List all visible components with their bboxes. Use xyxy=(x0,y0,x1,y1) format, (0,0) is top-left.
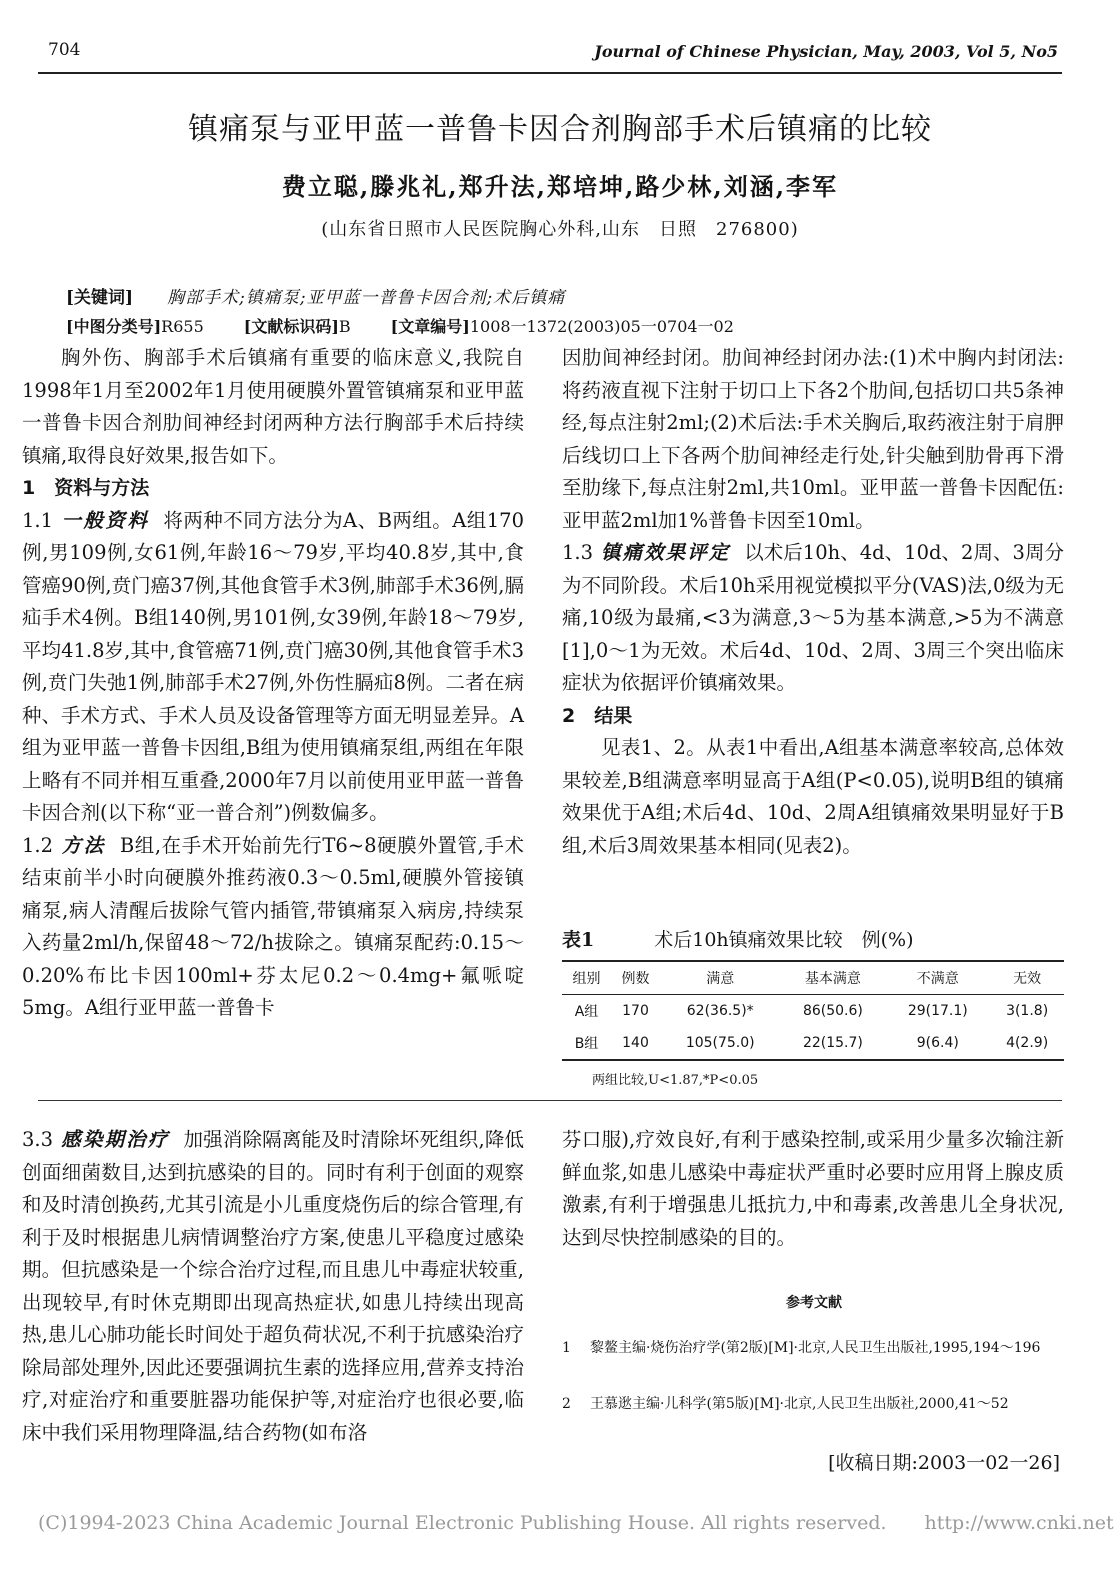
s33-continued: 芬口服),疗效良好,有利于感染控制,或采用少量多次输注新鲜血浆,如患儿感染中毒症状严重时必要时应用肾上腺皮质激素,有利于增强患儿抵抗力,中和毒素,改善患儿全身状况,达到尽快控制感染的目的。 xyxy=(562,1128,1064,1249)
col-header-cases: 例数 xyxy=(621,971,650,987)
clc-value: R655 xyxy=(161,317,204,336)
header-rule xyxy=(38,72,1062,74)
table-note: 两组比较,U<1.87,*P<0.05 xyxy=(592,1073,759,1088)
section-3-3 xyxy=(22,1124,524,1449)
table-1 xyxy=(562,925,1064,1088)
s13-number: 1.3 xyxy=(562,541,594,564)
table-cell: 170 xyxy=(622,1003,649,1019)
article-title: 镇痛泵与亚甲蓝一普鲁卡因合剂胸部手术后镇痛的比较 xyxy=(188,112,932,147)
table-cell: 22(15.7) xyxy=(802,1035,863,1051)
table-cell: 29(17.1) xyxy=(907,1003,968,1019)
table-row xyxy=(562,1027,1064,1060)
doc-code-label: [文献标识码] xyxy=(243,317,339,336)
table-caption-text: 术后10h镇痛效果比较 例(%) xyxy=(654,929,914,951)
s12-title: 方法 xyxy=(61,833,106,857)
classification-line xyxy=(66,314,734,337)
section2-heading: 2 结果 xyxy=(562,704,633,727)
reference-item xyxy=(562,1336,1062,1360)
doc-code-value: B xyxy=(338,317,351,336)
reference-number: 1 xyxy=(562,1340,571,1356)
table-header-row xyxy=(562,961,1064,995)
s12-text: B组,在手术开始前先行T6~8硬膜外置管,手术结束前半小时向硬膜外推药液0.3～0.5ml,硬膜外管接镇痛泵,病人清醒后拔除气管内插管,带镇痛泵入病房,持续泵入药量2ml/h,保留48～72/h拔除之。镇痛泵配药:0.15～0.20%布比卡因100ml+芬太尼0.2～0.4mg+氟哌啶5mg。A组行亚甲蓝一普鲁卡 xyxy=(22,833,524,1019)
col-header-group: 组别 xyxy=(572,971,601,987)
s11-number: 1.1 xyxy=(22,508,54,532)
keywords-label: [关键词] xyxy=(66,288,134,308)
table-cell: 140 xyxy=(622,1035,649,1051)
s33-title: 感染期治疗 xyxy=(61,1128,170,1151)
article-id-value: 1008一1372(2003)05一0704一02 xyxy=(469,317,734,336)
col-header-unsatisfied: 不满意 xyxy=(916,971,959,987)
page-number: 704 xyxy=(48,40,81,60)
lower-right-column xyxy=(562,1124,1064,1254)
table-cell: 3(1.8) xyxy=(1006,1003,1049,1019)
s11-text: 将两种不同方法分为A、B两组。A组170例,男109例,女61例,年龄16～79岁,平均40.8岁,其中,食管癌90例,贲门癌37例,其他食管手术3例,肺部手术36例,膈疝手术4例。B组140例,男101例,女39例,年龄18～79岁,平均41.8岁,其中,食管癌71例,贲门癌30例,其他食管手术3例,贲门失弛1例,肺部手术27例,外伤性膈疝8例。二者在病种、手术方式、手术人员及设备管理等方面无明显差异。A组为亚甲蓝一普鲁卡因组,B组为使用镇痛泵组,两组在年限上略有不同并相互重叠,2000年7月以前使用亚甲蓝一普鲁卡因合剂(以下称“亚一普合剂”)例数偏多。 xyxy=(22,508,524,824)
results-paragraph: 见表1、2。从表1中看出,A组基本满意率较高,总体效果较差,B组满意率明显高于A组(P<0.05),说明B组的镇痛效果优于A组;术后4d、10d、2周A组镇痛效果明显好于B组,术后3周效果基本相同(见表2)。 xyxy=(562,736,1064,857)
reference-text: 黎鳌主编·烧伤治疗学(第2版)[M]·北京,人民卫生出版社,1995,194～196 xyxy=(590,1340,1041,1356)
reference-number: 2 xyxy=(562,1396,571,1412)
reference-item xyxy=(562,1392,1062,1416)
running-head: Journal of Chinese Physician, May, 2003, Vol 5, No5 xyxy=(594,42,1058,61)
article-id-label: [文章编号] xyxy=(390,317,470,336)
col-header-ineffective: 无效 xyxy=(1013,971,1042,987)
table-cell: 86(50.6) xyxy=(802,1003,863,1019)
results-table xyxy=(562,960,1064,1061)
table-cell: B组 xyxy=(574,1036,599,1052)
article-affiliation: (山东省日照市人民医院胸心外科,山东 日照 276800) xyxy=(321,219,799,240)
col-header-satisfied: 满意 xyxy=(706,971,735,987)
s13-title: 镇痛效果评定 xyxy=(601,541,731,564)
references-title: 参考文献 xyxy=(786,1295,842,1311)
table-cell: A组 xyxy=(574,1004,599,1020)
copyright-footer: (C)1994-2023 China Academic Journal Electronic Publishing House. All rights reserved. http://www.cnki.net xyxy=(38,1512,1114,1534)
table-label: 表1 xyxy=(562,929,595,951)
table-cell: 62(36.5)* xyxy=(686,1003,754,1019)
section-1-1 xyxy=(22,505,524,830)
s13-text: 以术后10h、4d、10d、2周、3周分为不同阶段。术后10h采用视觉模拟平分(VAS)法,0级为无痛,10级为最痛,<3为满意,3～5为基本满意,>5为不满意[1],0～1为无效。术后4d、10d、2周、3周三个突出临床症状为依据评价镇痛效果。 xyxy=(562,541,1064,694)
received-date: [收稿日期:2003一02一26] xyxy=(828,1452,1060,1474)
table-cell: 105(75.0) xyxy=(685,1035,755,1051)
s12-continued: 因肋间神经封闭。肋间神经封闭办法:(1)术中胸内封闭法:将药液直视下注射于切口上下各2个肋间,包括切口共5条神经,每点注射2ml;(2)术后法:手术关胸后,取药液注射于肩胛后线切口上下各两个肋间神经走行处,针尖触到肋骨再下滑至肋缘下,每点注射2ml,共10ml。亚甲蓝一普鲁卡因配伍:亚甲蓝2ml加1%普鲁卡因至10ml。 xyxy=(562,346,1064,532)
table-caption xyxy=(562,925,1064,952)
keywords-value: 胸部手术;镇痛泵;亚甲蓝一普鲁卡因合剂;术后镇痛 xyxy=(167,288,566,308)
section-divider xyxy=(38,1100,1062,1101)
right-column xyxy=(562,342,1064,862)
table-cell: 4(2.9) xyxy=(1006,1035,1049,1051)
section-1-3 xyxy=(562,537,1064,700)
s33-number: 3.3 xyxy=(22,1128,54,1151)
col-header-basic-satisfied: 基本满意 xyxy=(804,971,861,987)
s12-number: 1.2 xyxy=(22,833,54,857)
left-column xyxy=(22,342,524,1025)
s33-text: 加强消除隔离能及时清除坏死组织,降低创面细菌数目,达到抗感染的目的。同时有利于创面的观察和及时清创换药,尤其引流是小儿重度烧伤后的综合管理,有利于及时根据患儿病情调整治疗方案,使患儿平稳度过感染期。但抗感染是一个综合治疗过程,而且患儿中毒症状较重,出现较早,有时休克期即出现高热症状,如患儿持续出现高热,患儿心肺功能长时间处于超负荷状况,不利于抗感染治疗除局部处理外,因此还要强调抗生素的选择应用,营养支持治疗,对症治疗和重要脏器功能保护等,对症治疗也很必要,临床中我们采用物理降温,结合药物(如布洛 xyxy=(22,1128,524,1444)
keywords-line xyxy=(66,283,565,308)
article-authors: 费立聪,滕兆礼,郑升法,郑培坤,路少林,刘涵,李军 xyxy=(281,172,839,201)
reference-text: 王慕逖主编·儿科学(第5版)[M]·北京,人民卫生出版社,2000,41～52 xyxy=(590,1396,1009,1412)
intro-paragraph: 胸外伤、胸部手术后镇痛有重要的临床意义,我院自1998年1月至2002年1月使用硬膜外置管镇痛泵和亚甲蓝一普鲁卡因合剂肋间神经封闭两种方法行胸部手术后持续镇痛,取得良好效果,报告如下。 xyxy=(22,346,524,467)
section1-heading: 1 资料与方法 xyxy=(22,477,150,499)
clc-label: [中图分类号] xyxy=(66,317,162,336)
table-cell: 9(6.4) xyxy=(916,1035,959,1051)
lower-left-column xyxy=(22,1124,524,1449)
s11-title: 一般资料 xyxy=(61,508,150,532)
table-row xyxy=(562,995,1064,1028)
section-1-2 xyxy=(22,830,524,1025)
